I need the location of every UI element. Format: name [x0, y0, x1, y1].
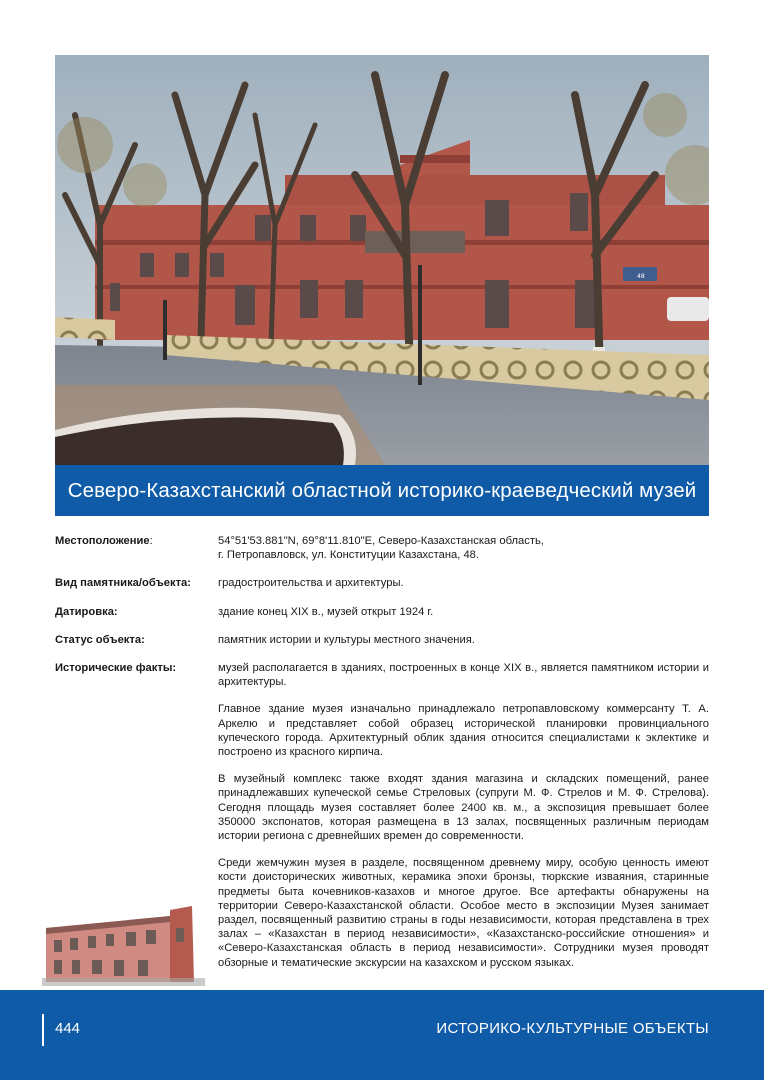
location-value: [218, 534, 709, 562]
location-row: [55, 534, 709, 562]
status-row: [55, 633, 709, 647]
history-paragraph: Среди жемчужин музея в разделе, посвященном древнему миру, особую ценность имеют кости доисторических животных, керамика эпохи бронзы, тюркские изваяния, старинные предметы быта кочевников-казахов и многое другое. Все артефакты обнаружены на территории Северо-Казахстанской области. Особое место в экспозиции Музея занимает раздел, посвященный развитию страны в годы независимости, которая представлена в трех залах – «Казахстан в период независимости», «Казахстанско-российские отношения» и «Северо-Казахстанская область в период независимости». Сотрудники музея проводят обзорные и тематические экскурсии на казахском и русском языках.: [218, 857, 709, 969]
page-number: 444: [55, 1020, 81, 1037]
history-paragraph: музей располагается в зданиях, построенных в конце XIX в., является памятником истории и архитектуры.: [218, 662, 709, 689]
dating-row: [55, 605, 709, 619]
history-paragraph: Главное здание музея изначально принадлежало петропавловскому коммерсанту Т. А. Аркелю и представляет собой образец исторической планировки провинциального купеческого города. Архитектурный облик здания относится специалистами к эклектике и построено из красного кирпича.: [218, 703, 709, 759]
type-label: Вид памятника/объекта:: [55, 577, 191, 590]
building-drawing: [42, 898, 205, 986]
history-label: Исторические факты:: [55, 662, 177, 675]
page-title: Северо-Казахстанский областной историко-краеведческий музей: [67, 478, 697, 502]
status-value: памятник истории и культуры местного значения.: [218, 633, 475, 646]
location-line-2: г. Петропавловск, ул. Конституции Казахстана, 48.: [218, 549, 480, 562]
status-label: Статус объекта:: [55, 633, 145, 646]
type-value: градостроительства и архитектуры.: [218, 577, 404, 590]
location-line-1: 54°51'53.881"N, 69°8'11.810"E, Северо-Казахстанская область,: [218, 535, 544, 547]
history-paragraph: В музейный комплекс также входят здания магазина и складских помещений, ранее принадлежавших купеческой семье Стреловых (супруги М. Ф. Стрелов и М. Ф. Стрелова). Сегодня площадь музея составляет более 2400 кв. м., а экспозиция превышает более 350000 экспонатов, которая размещена в 13 залах, посвященных различным периодам истории региона с древнейших времен до современности.: [218, 773, 709, 843]
dating-value: здание конец XIX в., музей открыт 1924 г.: [218, 605, 434, 618]
street-sign-label: 48: [637, 273, 645, 280]
section-title: ИСТОРИКО-КУЛЬТУРНЫЕ ОБЪЕКТЫ: [436, 1020, 709, 1037]
museum-photo: [55, 55, 709, 465]
page-title-bar: [55, 465, 709, 516]
location-label: Местоположение:: [55, 535, 153, 547]
page-footer: [0, 990, 764, 1080]
type-row: [55, 576, 709, 590]
footer-divider: [42, 1014, 44, 1046]
history-value: [218, 661, 709, 970]
dating-label: Датировка:: [55, 605, 118, 618]
